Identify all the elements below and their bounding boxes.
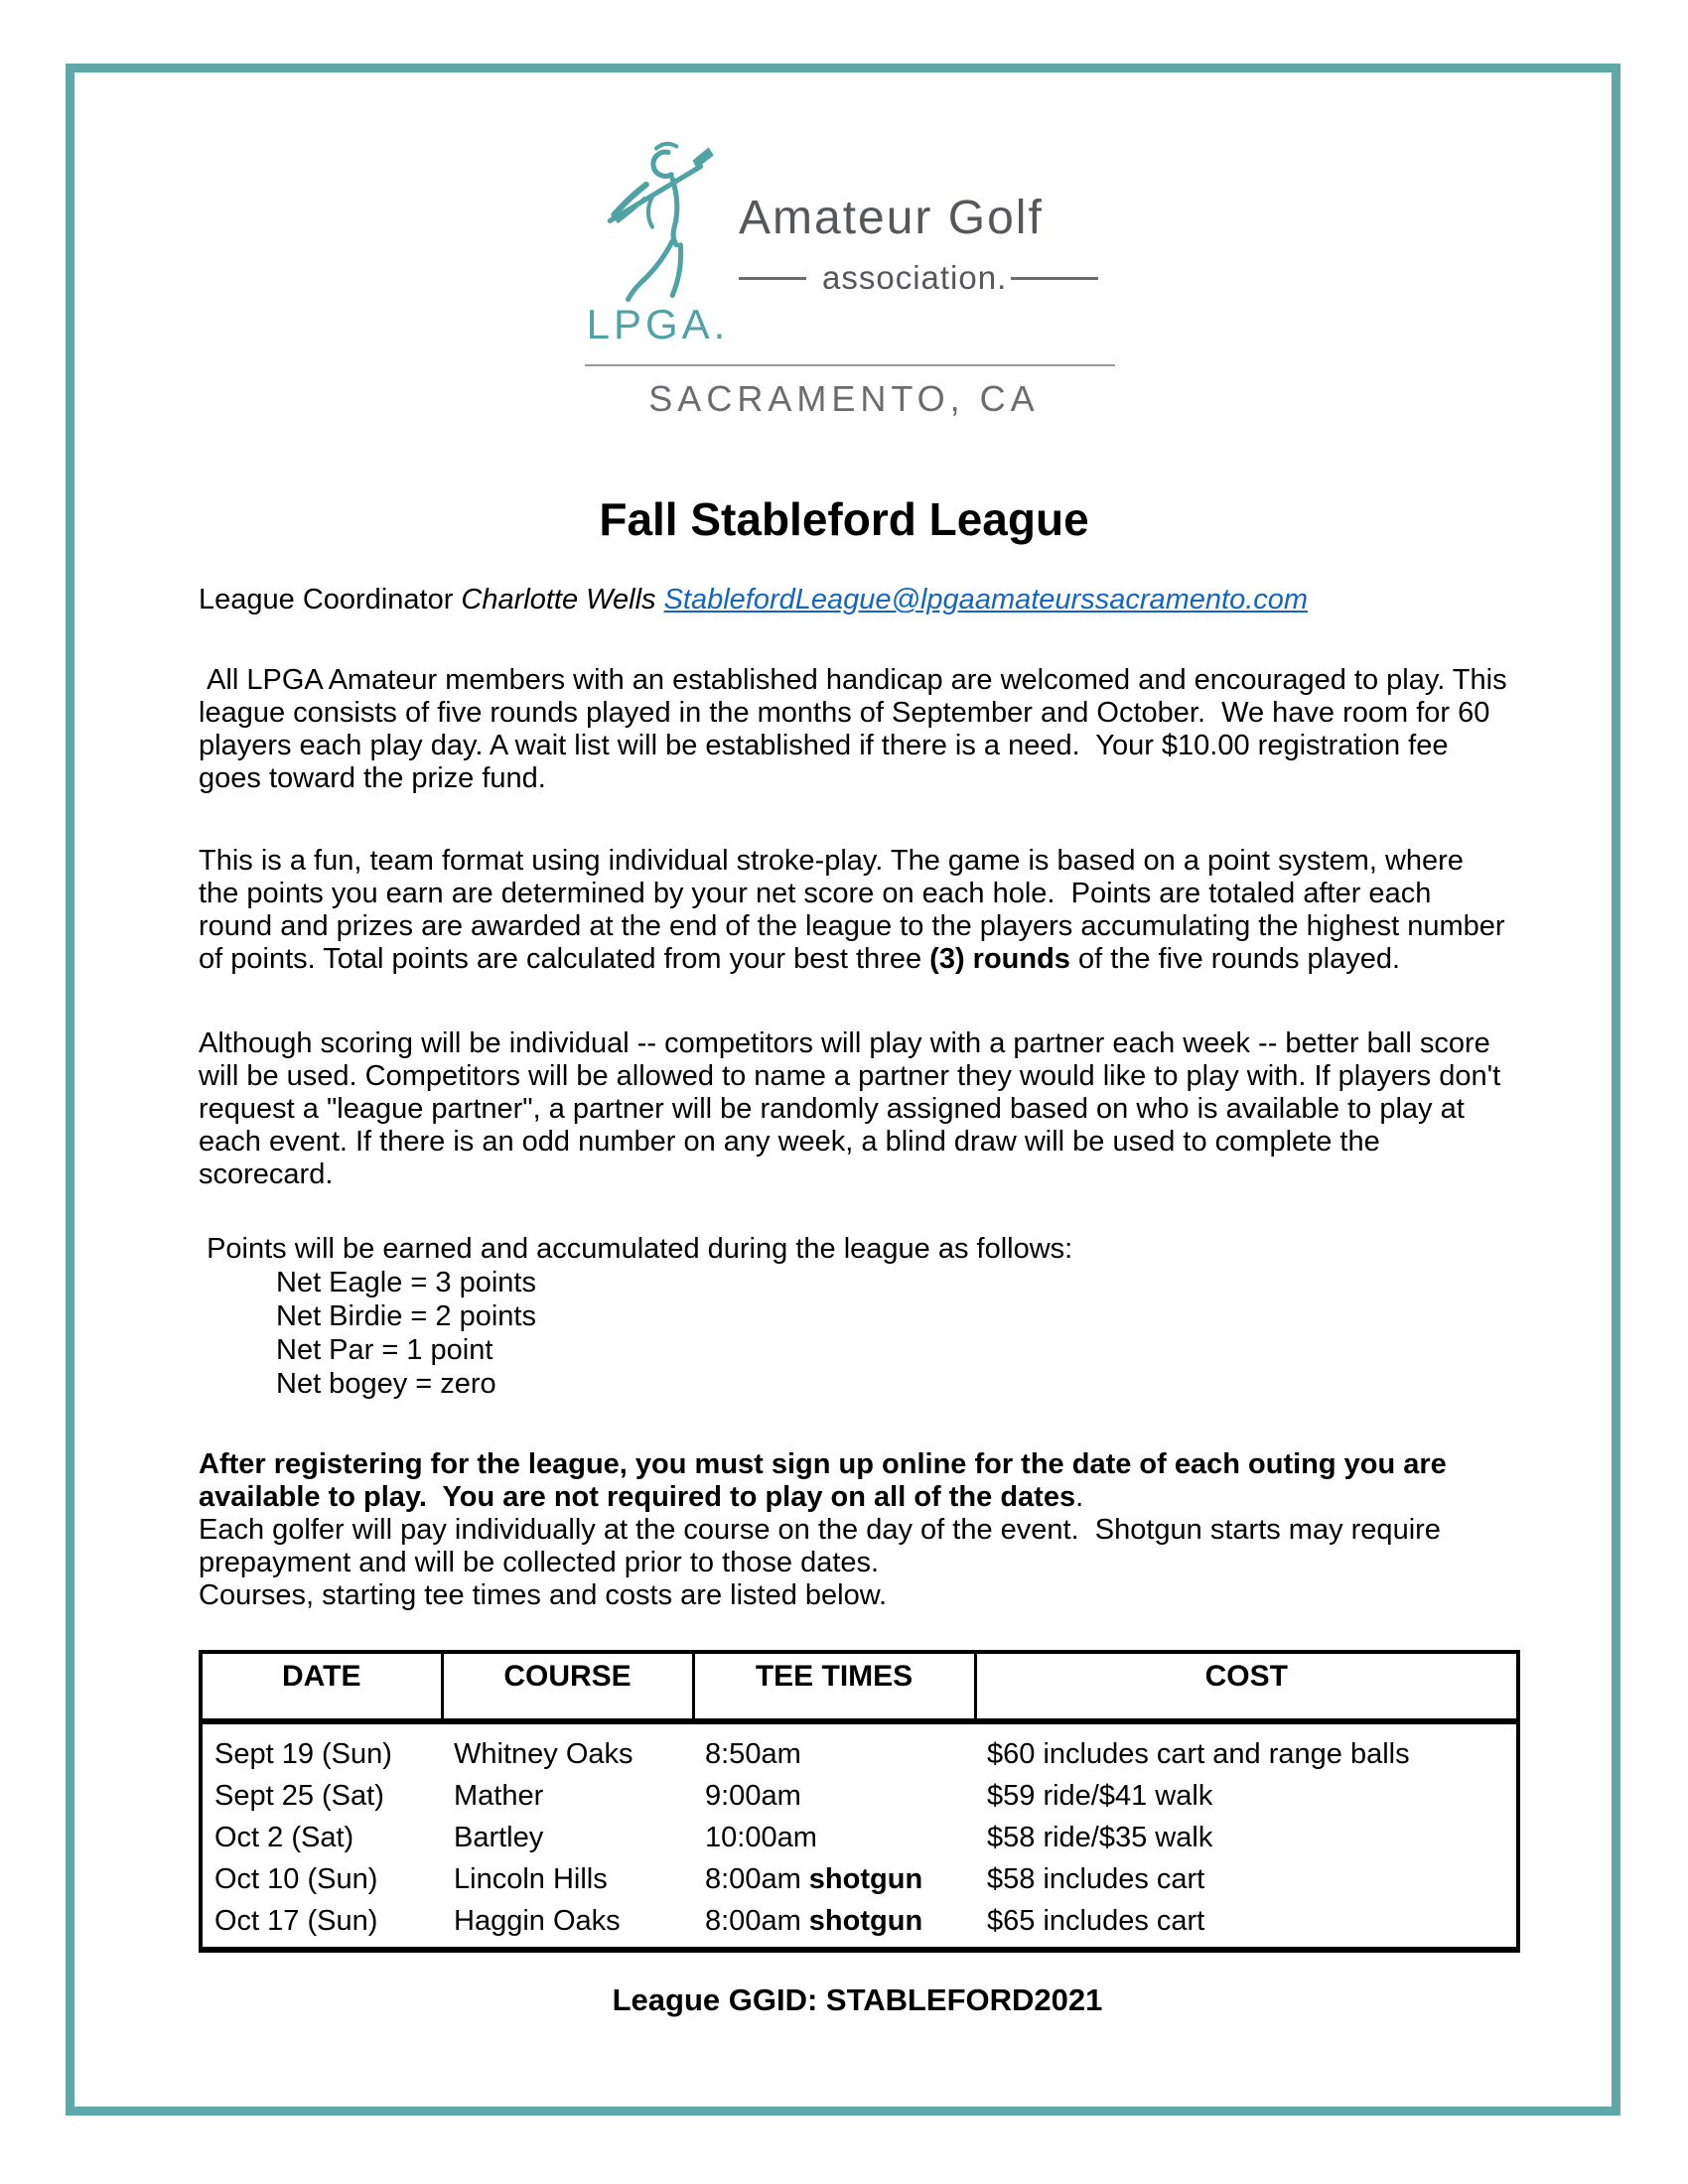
- org-subname: association.: [822, 259, 1008, 296]
- coordinator-email-link[interactable]: StablefordLeague@lpgaamateurssacramento.com: [663, 584, 1309, 615]
- schedule-header-row: [201, 1652, 1518, 1721]
- chapter-location: SACRAMENTO, CA: [648, 378, 1040, 419]
- document-body: [199, 584, 1516, 2018]
- points-item: Net bogey = zero: [276, 1368, 496, 1400]
- teetime-cell: [693, 1822, 975, 1863]
- format-text-end: of the five rounds played.: [1069, 943, 1401, 975]
- date-cell: Sept 19 (Sun): [214, 1738, 392, 1770]
- points-item: Net Par = 1 point: [276, 1334, 493, 1366]
- teetime-text: 10:00am: [705, 1822, 817, 1853]
- format-text-bold: (3) rounds: [929, 943, 1070, 975]
- date-cell: Oct 2 (Sat): [214, 1822, 354, 1853]
- column-header-teetimes: TEE TIMES: [693, 1652, 975, 1721]
- lpga-wordmark: LPGA.: [586, 301, 730, 347]
- signup-courses-text: Courses, starting tee times and costs are listed below.: [199, 1579, 888, 1611]
- cost-cell: $59 ride/$41 walk: [987, 1780, 1213, 1812]
- teetime-text: 8:50am: [705, 1738, 801, 1770]
- table-row: [201, 1863, 1518, 1905]
- cost-cell: $58 includes cart: [987, 1863, 1205, 1895]
- course-cell: Haggin Oaks: [454, 1905, 621, 1937]
- cost-cell: $60 includes cart and range balls: [987, 1738, 1410, 1770]
- schedule-table: [199, 1650, 1520, 1953]
- column-header-course: COURSE: [442, 1652, 693, 1721]
- table-row: [201, 1721, 1518, 1780]
- teetime-text: 8:00am: [705, 1863, 809, 1895]
- org-subname-row: [739, 259, 1126, 297]
- signup-period: .: [1075, 1481, 1084, 1513]
- course-cell: Whitney Oaks: [454, 1738, 633, 1770]
- points-intro: Points will be earned and accumulated during the league as follows:: [199, 1233, 1073, 1265]
- points-item: Net Eagle = 3 points: [276, 1267, 536, 1298]
- column-header-date: DATE: [201, 1652, 442, 1721]
- logo-divider-line: [585, 364, 1115, 366]
- column-header-cost: COST: [975, 1652, 1518, 1721]
- teetime-cell: [693, 1863, 975, 1905]
- cost-cell: $65 includes cart: [987, 1905, 1205, 1937]
- signup-bold-text: After registering for the league, you must sign up online for the date of each outing you are available to play. You are not required to play on all of the dates: [199, 1448, 1455, 1513]
- paragraph-format: [199, 845, 1513, 976]
- left-dash-line: [739, 277, 806, 280]
- format-text-start: This is a fun, team format using individual stroke-play. The game is based on a point system, where the points you earn are determined by your net score on each hole. Points are totaled after each round and prizes are awarded at the end of the league to the players accumulating the highest number of points. Total points are calculated from your best three: [199, 845, 1513, 975]
- coordinator-line: [199, 584, 1507, 616]
- teetime-cell: [693, 1721, 975, 1780]
- org-name: Amateur Golf: [739, 192, 1044, 244]
- coordinator-label: League Coordinator: [199, 584, 462, 615]
- teetime-cell: [693, 1905, 975, 1950]
- page-title: Fall Stableford League: [599, 493, 1089, 545]
- points-item: Net Birdie = 2 points: [276, 1300, 536, 1332]
- table-row: [201, 1905, 1518, 1950]
- course-cell: Bartley: [454, 1822, 544, 1853]
- course-cell: Lincoln Hills: [454, 1863, 608, 1895]
- teetime-bold-text: shotgun: [808, 1863, 923, 1895]
- teetime-bold-text: shotgun: [808, 1905, 923, 1937]
- logo-name-block: [739, 191, 1126, 297]
- table-row: [201, 1780, 1518, 1822]
- paragraph-welcome: All LPGA Amateur members with an established handicap are welcomed and encouraged to play. This league consists of five rounds played in the months of September and October. We have room for 60 players each play day. A wait list will be established if there is a need. Your $10.00 registration fee goes toward the prize fund.: [199, 664, 1515, 794]
- league-ggid: League GGID: STABLEFORD2021: [612, 1982, 1103, 2017]
- right-dash-line: [1011, 277, 1098, 280]
- cost-cell: $58 ride/$35 walk: [987, 1822, 1213, 1853]
- teetime-text: 9:00am: [705, 1780, 801, 1812]
- teetime-text: 8:00am: [705, 1905, 809, 1937]
- paragraph-signup: [199, 1448, 1507, 1612]
- course-cell: Mather: [454, 1780, 544, 1812]
- signup-payment-text: Each golfer will pay individually at the course on the day of the event. Shotgun starts may require prepayment and will be collected prior to those dates.: [199, 1514, 1449, 1578]
- paragraph-partners: Although scoring will be individual -- competitors will play with a partner each week -- better ball score will be used. Competitors will be allowed to name a partner they would like to play with. If players don't request a "league partner", a partner will be randomly assigned based on who is available to play at each event. If there is an odd number on any week, a blind draw will be used to complete the scorecard.: [199, 1027, 1509, 1190]
- teetime-cell: [693, 1780, 975, 1822]
- points-list: [199, 1266, 1516, 1401]
- lpga-golfer-icon: [588, 141, 729, 305]
- coordinator-name: Charlotte Wells: [461, 584, 664, 615]
- date-cell: Oct 10 (Sun): [214, 1863, 378, 1895]
- date-cell: Oct 17 (Sun): [214, 1905, 378, 1937]
- date-cell: Sept 25 (Sat): [214, 1780, 384, 1812]
- table-row: [201, 1822, 1518, 1863]
